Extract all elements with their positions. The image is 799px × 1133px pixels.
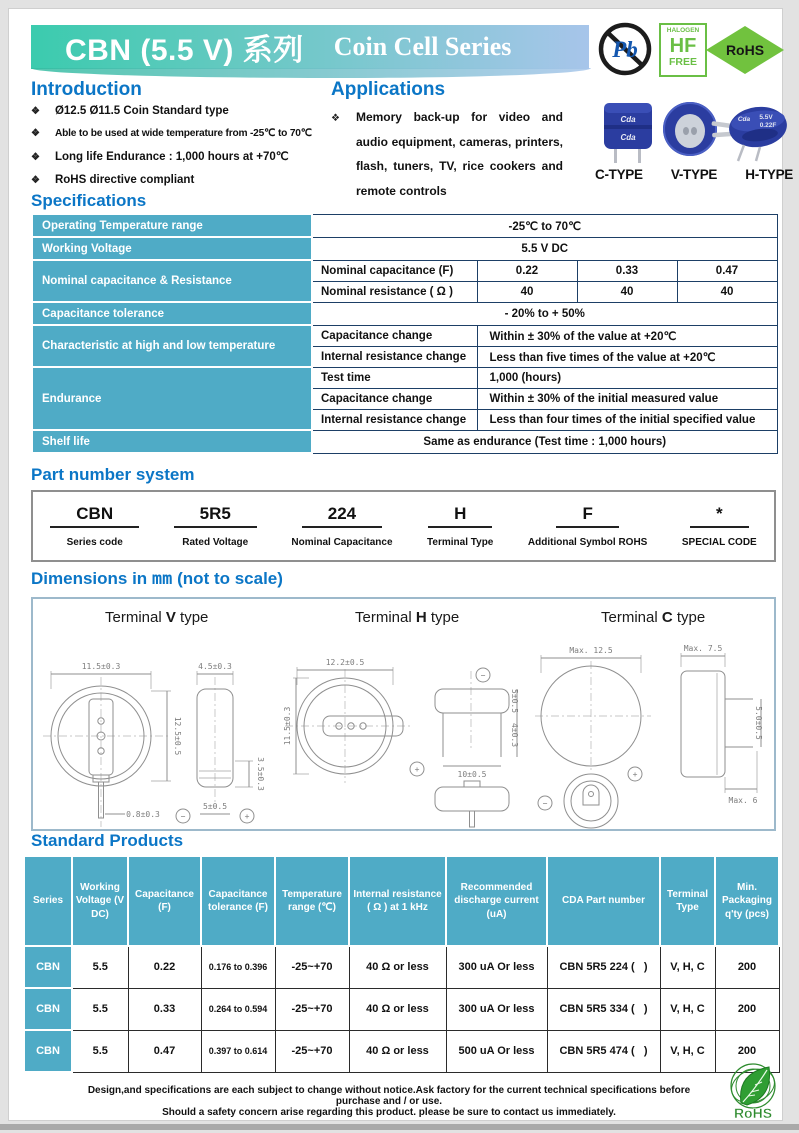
spec-value: Less than four times of the initial specified value <box>477 409 777 430</box>
dim-label: 5±0.5 <box>202 802 228 811</box>
part-number-segment <box>50 504 139 548</box>
series-subtitle: Coin Cell Series <box>333 32 512 61</box>
product-type-labels <box>595 167 793 182</box>
minus-mark-icon <box>476 668 490 682</box>
plus-mark-icon <box>240 809 254 823</box>
applications-item <box>331 105 563 203</box>
c-type-label: C-TYPE <box>595 167 643 182</box>
dim-label: 5.0±0.5 <box>754 706 763 740</box>
spec-value: 5.5 V DC <box>312 237 777 260</box>
spec-label: Endurance <box>32 367 312 430</box>
spec-label: Working Voltage <box>32 237 312 260</box>
dim-label: 0.8±0.3 <box>126 810 160 819</box>
dimensions-box <box>31 597 776 831</box>
spec-sublabel: Capacitance change <box>312 388 477 409</box>
dim-heading-unit: mm <box>151 569 173 589</box>
pn-code: 5R5 <box>174 504 257 528</box>
minus-mark-icon <box>538 796 552 810</box>
standard-products-table <box>23 855 780 1073</box>
pn-code: CBN <box>50 504 139 528</box>
cell: 300 uA Or less <box>446 988 547 1030</box>
column-header: Recommended discharge current (uA) <box>446 856 547 946</box>
h-type-photo <box>727 104 789 161</box>
cell: CBN 5R5 334 ( ) <box>547 988 660 1030</box>
intro-item-text: Able to be used at wide temperature from -25℃ to 70℃ <box>54 127 313 139</box>
table-row <box>32 367 777 388</box>
part-number-segment <box>682 504 757 548</box>
spec-sublabel: Internal resistance change <box>312 409 477 430</box>
title-text: type <box>426 609 460 626</box>
list-item <box>31 105 323 117</box>
dimensions-heading <box>31 569 283 589</box>
title-text: type <box>175 609 209 626</box>
spec-label: Nominal capacitance & Resistance <box>32 260 312 302</box>
plus-text: + <box>244 812 250 821</box>
applications-text: Memory back-up for video and audio equipment, cameras, printers, flash, tuners, TV, rice cookers and remote controls <box>355 110 563 198</box>
cell: 40 Ω or less <box>349 988 446 1030</box>
intro-item-text: Ø12.5 Ø11.5 Coin Standard type <box>54 105 229 117</box>
column-header: Capacitance (F) <box>128 856 201 946</box>
table-row <box>24 988 779 1030</box>
title-letter: H <box>415 609 427 626</box>
column-header: Capacitance tolerance (F) <box>201 856 275 946</box>
terminal-h-drawing <box>283 631 525 829</box>
pn-label: Terminal Type <box>427 537 494 548</box>
pn-label: Rated Voltage <box>182 537 249 548</box>
minus-text: − <box>542 799 548 808</box>
part-number-segment <box>291 504 392 548</box>
column-header: CDA Part number <box>547 856 660 946</box>
pn-code: F <box>556 504 618 528</box>
table-row <box>32 430 777 453</box>
table-row <box>32 260 777 281</box>
dim-label: 12.5±0.5 <box>173 716 182 756</box>
cell: V, H, C <box>660 988 715 1030</box>
spec-value: Within ± 30% of the initial measured value <box>477 388 777 409</box>
cell: 5.5 <box>72 1030 128 1072</box>
pn-code: H <box>428 504 492 528</box>
cell: 0.33 <box>128 988 201 1030</box>
pn-code: * <box>690 504 749 528</box>
spec-sublabel: Nominal resistance ( Ω ) <box>312 281 477 302</box>
document-page <box>8 8 793 1121</box>
spec-sublabel: Internal resistance change <box>312 346 477 367</box>
cell: 200 <box>715 1030 779 1072</box>
halogen-free-icon <box>659 23 707 77</box>
cell: CBN 5R5 224 ( ) <box>547 946 660 988</box>
title-text: Terminal <box>601 609 662 626</box>
part-number-segment <box>427 504 493 548</box>
title-text: type <box>672 609 706 626</box>
pn-label: Additional Symbol ROHS <box>527 537 648 548</box>
cap-marking-text: 0.22F <box>759 122 777 129</box>
spec-sublabel: Nominal capacitance (F) <box>312 260 477 281</box>
spec-label: Characteristic at high and low temperature <box>32 325 312 367</box>
banner-wave-decoration <box>31 68 591 78</box>
cell: 200 <box>715 988 779 1030</box>
column-header: Temperature range (℃) <box>275 856 349 946</box>
part-number-segment <box>174 504 257 548</box>
spec-label: Shelf life <box>32 430 312 453</box>
spec-value: Within ± 30% of the value at +20℃ <box>477 325 777 346</box>
standard-products-heading: Standard Products <box>31 831 184 850</box>
plus-text: + <box>414 765 420 774</box>
spec-value: - 20% to + 50% <box>312 302 777 325</box>
cell: 0.264 to 0.594 <box>201 988 275 1030</box>
title-text: Terminal <box>105 609 166 626</box>
specifications-table <box>31 213 778 454</box>
product-photos <box>594 95 792 165</box>
dim-label: 4±0.3 <box>510 722 519 748</box>
footer-disclaimer-2: Should a safety concern arise regarding this product. please be sure to contact us immediately. <box>162 1107 616 1118</box>
table-header-row <box>24 856 779 946</box>
diamond-bullet-icon: ❖ <box>31 127 40 139</box>
plus-text: + <box>632 770 638 779</box>
cap-brand-text: Cda <box>620 133 636 142</box>
column-header: Working Voltage (V DC) <box>72 856 128 946</box>
c-type-photo <box>604 103 652 163</box>
spec-sublabel: Test time <box>312 367 477 388</box>
minus-text: − <box>480 671 486 680</box>
rohs-leaf-logo <box>721 1061 785 1121</box>
column-header: Internal resistance ( Ω ) at 1 kHz <box>349 856 446 946</box>
plus-mark-icon <box>410 762 424 776</box>
part-number-segment <box>528 504 647 548</box>
dim-label: 12.2±0.5 <box>325 658 365 667</box>
column-header: Min. Packaging q'ty (pcs) <box>715 856 779 946</box>
pn-code: 224 <box>302 504 382 528</box>
cell: -25~+70 <box>275 988 349 1030</box>
series-title: CBN (5.5 V) 系列 <box>65 34 304 67</box>
minus-mark-icon <box>176 809 190 823</box>
dim-heading-prefix: Dimensions in <box>31 569 148 588</box>
terminal-c-drawing <box>531 631 769 829</box>
table-row <box>32 302 777 325</box>
cell: 0.22 <box>128 946 201 988</box>
pn-label: SPECIAL CODE <box>681 537 757 548</box>
list-item <box>31 149 323 163</box>
minus-text: − <box>180 812 186 821</box>
cell: 40 Ω or less <box>349 1030 446 1072</box>
terminal-c-title <box>601 609 705 626</box>
spec-value: 40 <box>577 281 677 302</box>
cell: 5.5 <box>72 946 128 988</box>
halogen-label: HALOGEN <box>666 27 700 34</box>
v-type-photo <box>663 102 734 156</box>
cell-series: CBN <box>24 946 72 988</box>
column-header: Terminal Type <box>660 856 715 946</box>
diamond-bullet-icon: ❖ <box>31 106 40 117</box>
part-number-heading: Part number system <box>31 465 195 484</box>
cell: V, H, C <box>660 1030 715 1072</box>
cell-series: CBN <box>24 988 72 1030</box>
part-number-box <box>31 490 776 562</box>
applications-heading: Applications <box>331 79 446 100</box>
pb-text: Pb <box>612 37 638 62</box>
free-label: FREE <box>668 55 697 68</box>
spec-value: 0.47 <box>677 260 777 281</box>
cell: -25~+70 <box>275 946 349 988</box>
footer-disclaimer-1: Design,and specifications are each subject to change without notice.Ask factory for the current technical specifications before purchase and / or use. <box>87 1085 691 1107</box>
diamond-bullet-icon: ❖ <box>31 174 40 186</box>
terminal-h-title <box>355 609 459 626</box>
table-row <box>32 237 777 260</box>
cell: 0.397 to 0.614 <box>201 1030 275 1072</box>
spec-value: 0.22 <box>477 260 577 281</box>
intro-item-text: Long life Endurance : 1,000 hours at +70℃ <box>54 151 289 163</box>
introduction-heading: Introduction <box>31 79 142 100</box>
title-text: Terminal <box>355 609 416 626</box>
cell-series: CBN <box>24 1030 72 1072</box>
pn-label: Series code <box>66 537 123 548</box>
spec-value: 0.33 <box>577 260 677 281</box>
dim-label: Max. 7.5 <box>683 644 723 653</box>
spec-sublabel: Capacitance change <box>312 325 477 346</box>
plus-mark-icon <box>628 767 642 781</box>
cap-brand-text: Cda <box>737 116 751 123</box>
dim-label: 5±0.5 <box>510 688 519 714</box>
terminal-v-title <box>105 609 208 626</box>
cell: 0.176 to 0.396 <box>201 946 275 988</box>
rohs-text: RoHS <box>725 42 765 58</box>
table-row <box>32 214 777 237</box>
list-item <box>31 174 323 186</box>
v-type-label: V-TYPE <box>670 167 718 182</box>
rohs-logo-text: RoHS <box>733 1105 773 1121</box>
cell: 500 uA Or less <box>446 1030 547 1072</box>
rohs-diamond-icon <box>705 25 785 79</box>
dim-label: 11.5±0.3 <box>81 662 121 671</box>
page-bottom-shadow <box>0 1124 799 1130</box>
dim-label: 11.5±0.3 <box>283 706 292 746</box>
list-item <box>31 128 323 139</box>
dim-label: 3.5±0.3 <box>256 757 265 791</box>
dim-heading-suffix: (not to scale) <box>177 569 283 588</box>
spec-value: 40 <box>477 281 577 302</box>
cell: V, H, C <box>660 946 715 988</box>
intro-item-text: RoHS directive compliant <box>54 173 195 186</box>
introduction-list <box>31 105 323 196</box>
spec-value: -25℃ to 70℃ <box>312 214 777 237</box>
spec-label: Capacitance tolerance <box>32 302 312 325</box>
diamond-bullet-icon: ❖ <box>331 113 340 124</box>
dim-label: 4.5±0.3 <box>198 662 232 671</box>
cell: CBN 5R5 474 ( ) <box>547 1030 660 1072</box>
lead-free-icon <box>597 21 653 77</box>
cell: 5.5 <box>72 988 128 1030</box>
pn-label: Nominal Capacitance <box>291 537 393 548</box>
cell: 300 uA Or less <box>446 946 547 988</box>
h-type-label: H-TYPE <box>745 167 793 182</box>
dim-label: Max. 6 <box>728 796 758 805</box>
cap-brand-text: Cda <box>620 115 636 124</box>
spec-value: 40 <box>677 281 777 302</box>
table-row <box>32 325 777 346</box>
cell: -25~+70 <box>275 1030 349 1072</box>
table-row <box>24 1030 779 1072</box>
spec-label: Operating Temperature range <box>32 214 312 237</box>
title-letter: V <box>165 609 176 626</box>
cap-marking-text: 5.5V <box>759 114 773 121</box>
compliance-badges <box>597 19 782 81</box>
column-header: Series <box>24 856 72 946</box>
specifications-heading: Specifications <box>31 191 147 210</box>
dim-label: Max. 12.5 <box>569 646 613 655</box>
title-banner <box>31 25 589 69</box>
terminal-v-drawing <box>39 631 279 829</box>
hf-label: HF <box>669 34 697 57</box>
title-letter: C <box>661 609 673 626</box>
spec-value: Less than five times of the value at +20℃ <box>477 346 777 367</box>
cell: 40 Ω or less <box>349 946 446 988</box>
diamond-bullet-icon: ❖ <box>31 152 40 163</box>
cell: 0.47 <box>128 1030 201 1072</box>
cell: 200 <box>715 946 779 988</box>
table-row <box>24 946 779 988</box>
spec-value: Same as endurance (Test time : 1,000 hours) <box>312 430 777 453</box>
dim-label: 10±0.5 <box>457 770 487 779</box>
spec-value: 1,000 (hours) <box>477 367 777 388</box>
